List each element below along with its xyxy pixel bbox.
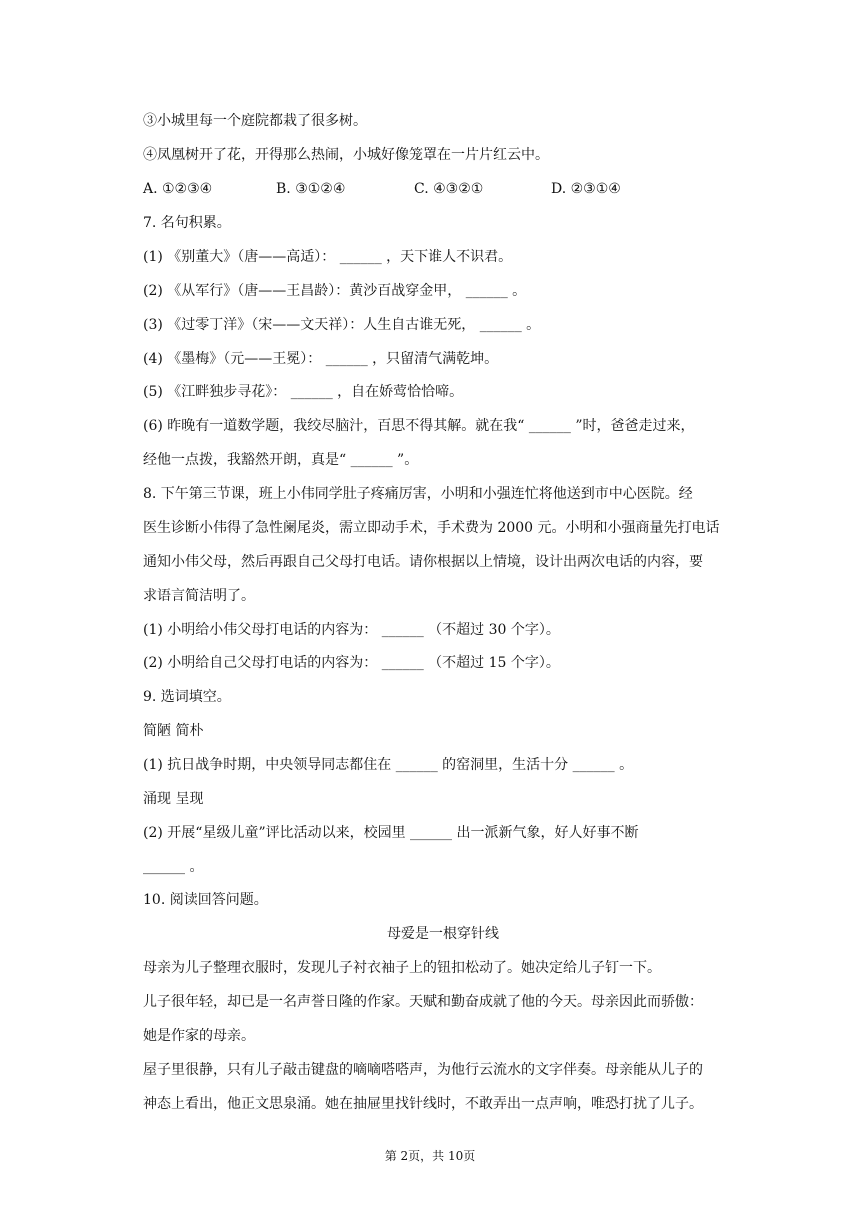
question-heading: 8. 下午第三节课，班上小伟同学肚子疼痛厉害，小明和小强连忙将他送到市中心医院。经 bbox=[143, 486, 693, 502]
question-heading: 10. 阅读回答问题。 bbox=[143, 892, 268, 908]
passage-line: 屋子里很静，只有儿子敲击键盘的嘀嘀嗒嗒声，为他行云流水的文字伴奏。母亲能从儿子的 bbox=[143, 1062, 703, 1078]
word-choices: 涌现 呈现 bbox=[143, 791, 204, 807]
question-heading: 7. 名句积累。 bbox=[143, 215, 231, 231]
passage-line: 母亲为儿子整理衣服时，发现儿子衬衣袖子上的钮扣松动了。她决定给儿子钉一下。 bbox=[143, 960, 661, 976]
text-line: 医生诊断小伟得了急性阑尾炎，需立即动手术，手术费为 2000 元。小明和小强商量先打电话 bbox=[143, 520, 720, 536]
question-heading: 9. 选词填空。 bbox=[143, 689, 231, 705]
text-line: 经他一点拨，我豁然开朗，真是“ ______ ”。 bbox=[143, 452, 419, 468]
text-line: (5) 《江畔独步寻花》： ______ ，自在娇莺恰恰啼。 bbox=[143, 384, 464, 400]
text-line: (2) 开展“星级儿童”评比活动以来，校园里 ______ 出一派新气象，好人好事不断 bbox=[143, 825, 639, 841]
option-b: B. ③①②④ bbox=[276, 181, 346, 197]
page-footer: 第 2页，共 10页 bbox=[384, 1149, 476, 1163]
text-line: (4) 《墨梅》（元——王冕）： ______ ，只留清气满乾坤。 bbox=[143, 351, 499, 367]
option-c: C. ④③②① bbox=[414, 181, 484, 197]
text-line: (1) 《别董大》（唐——高适）： ______ ，天下谁人不识君。 bbox=[143, 249, 513, 265]
text-line: (1) 抗日战争时期，中央领导同志都住在 ______ 的窑洞里，生活十分 ______ 。 bbox=[143, 757, 634, 773]
text-line: ③小城里每一个庭院都栽了很多树。 bbox=[143, 113, 367, 129]
text-line: (3) 《过零丁洋》（宋——文天祥）：人生自古谁无死， ______ 。 bbox=[143, 317, 541, 333]
text-line: 求语言简洁明了。 bbox=[143, 588, 255, 604]
text-line: (6) 昨晚有一道数学题，我绞尽脑汁，百思不得其解。就在我“ ______ ”时，爸爸走过来， bbox=[143, 418, 695, 434]
option-d: D. ②③①④ bbox=[551, 181, 621, 197]
option-a: A. ①②③④ bbox=[143, 181, 213, 197]
passage-title: 母爱是一根穿针线 bbox=[387, 926, 499, 942]
passage-line: 她是作家的母亲。 bbox=[143, 1028, 255, 1044]
word-choices: 简陋 简朴 bbox=[143, 723, 204, 739]
text-line: ______ 。 bbox=[143, 859, 204, 875]
text-line: (1) 小明给小伟父母打电话的内容为： ______ （不超过 30 个字）。 bbox=[143, 622, 560, 638]
passage-line: 神态上看出，他正文思泉涌。她在抽屉里找针线时，不敢弄出一点声响，唯恐打扰了儿子。 bbox=[143, 1096, 703, 1112]
text-line: 通知小伟父母，然后再跟自己父母打电话。请你根据以上情境，设计出两次电话的内容，要 bbox=[143, 554, 703, 570]
text-line: (2) 小明给自己父母打电话的内容为： ______ （不超过 15 个字）。 bbox=[143, 655, 560, 671]
passage-line: 儿子很年轻，却已是一名声誉日隆的作家。天赋和勤奋成就了他的今天。母亲因此而骄傲： bbox=[143, 994, 703, 1010]
text-line: (2) 《从军行》（唐——王昌龄）：黄沙百战穿金甲， ______ 。 bbox=[143, 283, 527, 299]
text-line: ④凤凰树开了花，开得那么热闹，小城好像笼罩在一片片红云中。 bbox=[143, 147, 549, 163]
